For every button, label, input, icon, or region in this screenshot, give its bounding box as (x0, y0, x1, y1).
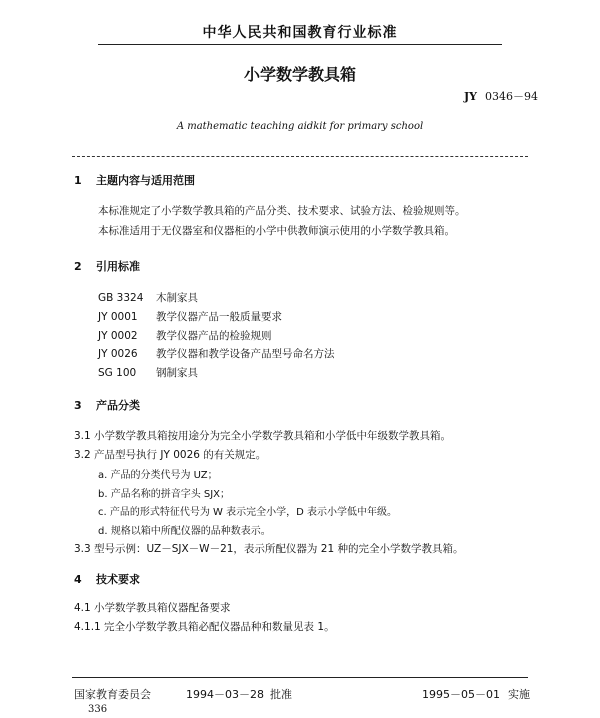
issuing-authority: 国家教育委员会 (74, 688, 151, 701)
clause-4-1: 4.1 小学数学教具箱仪器配备要求 (74, 602, 231, 614)
clause-3-2-item-d: d. 规格以箱中所配仪器的品种数表示。 (98, 526, 271, 537)
header-top-title: 中华人民共和国教育行业标准 (202, 25, 398, 41)
clause-3-2-item-c: c. 产品的形式特征代号为 W 表示完全小学，D 表示小学低中年级。 (98, 507, 397, 518)
implementation-label: 实施 (508, 688, 530, 701)
standard-prefix: JY (463, 90, 477, 103)
clause-3-2-item-a: a. 产品的分类代号为 UZ； (98, 470, 218, 481)
section-1-heading: 1 主题内容与适用范围 (74, 174, 195, 187)
reference-item: JY 0002 教学仪器产品的检验规则 (98, 330, 272, 342)
section-1-para-2: 本标准适用于无仪器室和仪器柜的小学中供教师演示使用的小学数学教具箱。 (98, 225, 455, 237)
header-divider (98, 44, 502, 45)
standard-code (464, 88, 538, 104)
section-1-para-1: 本标准规定了小学数学教具箱的产品分类、技术要求、试验方法、检验规则等。 (98, 205, 466, 217)
standard-number: 0346－94 (485, 90, 538, 103)
approval-date: 1994－03－28 (186, 688, 264, 701)
reference-item: SG 100 钢制家具 (98, 367, 198, 379)
implementation-date: 1995－05－01 (422, 688, 500, 701)
document-title: 小学数学教具箱 (243, 65, 356, 84)
clause-4-1-1: 4.1.1 完全小学数学教具箱必配仪器品种和数量见表 1。 (74, 621, 335, 633)
english-title: A mathematic teaching aidkit for primary school (176, 121, 424, 132)
reference-item: GB 3324 木制家具 (98, 292, 198, 304)
page-number: 336 (88, 704, 108, 715)
clause-3-2: 3.2 产品型号执行 JY 0026 的有关规定。 (74, 449, 267, 461)
reference-item: JY 0026 教学仪器和教学设备产品型号命名方法 (98, 348, 335, 360)
section-3-heading: 3 产品分类 (74, 399, 140, 412)
section-2-heading: 2 引用标准 (74, 260, 140, 273)
footer-divider (72, 677, 528, 678)
clause-3-1: 3.1 小学数学教具箱按用途分为完全小学数学教具箱和小学低中年级数学教具箱。 (74, 430, 452, 442)
clause-3-3: 3.3 型号示例：UZ－SJX－W－21，表示所配仪器为 21 种的完全小学数学教具箱。 (74, 543, 464, 555)
section-4-heading: 4 技术要求 (74, 573, 140, 586)
title-divider (72, 156, 528, 157)
reference-item: JY 0001 教学仪器产品一般质量要求 (98, 311, 282, 323)
clause-3-2-item-b: b. 产品名称的拼音字头 SJX； (98, 489, 231, 500)
approval-label: 批准 (270, 688, 292, 701)
